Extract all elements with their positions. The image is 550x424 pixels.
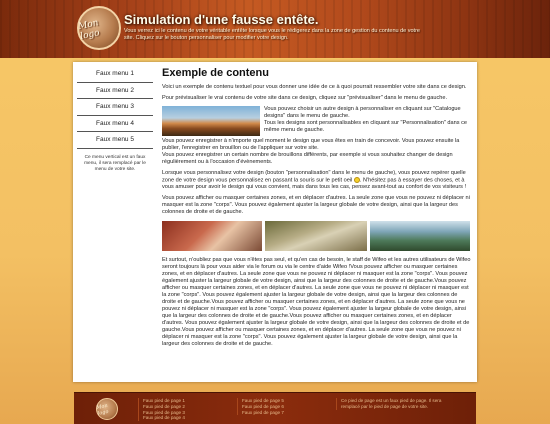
- footer-logo-text: Mon logo: [95, 402, 110, 417]
- paragraph-part: Lorsque vous personnalisez votre design (bouton "personnalisation" dans le menu de gauche), vous pouvez repérer quelle zone de votre design vous personnalisez en passant la souris sur le petit oeil: [162, 170, 466, 184]
- footer-column-2: [237, 398, 331, 415]
- desert-image: [162, 106, 260, 136]
- footer-link[interactable]: Faux pied de page 2: [143, 403, 185, 409]
- paragraph: Tous les designs sont personnalisables en cliquant sur "Personnalisation" dans ce même menu de gauche.: [264, 120, 467, 133]
- footer-link[interactable]: Faux pied de page 4: [143, 415, 185, 421]
- paragraph: Voici un exemple de contenu textuel pour vous donner une idée de ce à quoi pourrait ressembler votre site dans ce design.: [162, 84, 467, 90]
- paragraph: Vous pouvez choisir un autre design à personnaliser en cliquant sur "Catalogue designs" dans le menu de gauche.: [264, 106, 461, 119]
- footer-link[interactable]: Faux pied de page 5: [242, 398, 284, 403]
- desert-image-block: [162, 106, 472, 138]
- footer-column-3: [336, 398, 456, 410]
- logo-text: Mon logo: [77, 18, 101, 42]
- site-subtitle: Vous verrez ici le contenu de votre véritable entête lorsque vous le rédigerez dans la zone de gestion du contenu de votre site. Cliquez sur le bouton personnaliser pour modifier votre design.: [124, 28, 420, 41]
- site-logo[interactable]: [77, 6, 121, 50]
- footer-link[interactable]: Faux pied de page 1: [143, 398, 185, 403]
- page-card: [73, 62, 477, 382]
- sidebar-item-faux-menu-3[interactable]: Faux menu 3: [77, 99, 153, 116]
- sidebar-note: Ce menu vertical est un faux menu, il sera remplacé par le menu de votre site.: [84, 154, 146, 172]
- image-row: [162, 221, 472, 251]
- photo-3: [370, 221, 470, 251]
- paragraph: Pour prévisualiser le vrai contenu de votre site dans ce design, cliquez sur "prévisualiser" dans le menu de gauche.: [162, 95, 448, 101]
- sidebar-item-faux-menu-2[interactable]: Faux menu 2: [77, 83, 153, 100]
- footer-column-1: [138, 398, 232, 421]
- site-footer: [74, 392, 476, 424]
- main-content: [162, 66, 472, 352]
- paragraph-part: . N'hésitez pas à essayer des choses, et à vous amuser pour avoir le design qui vous convient, mais dans tous les cas, pensez avant-tout au confort de vos visiteurs !: [162, 177, 467, 191]
- sidebar-item-faux-menu-5[interactable]: Faux menu 5: [77, 132, 153, 149]
- paragraph: Vous pouvez afficher ou masquer certaines zones, et en déplacer d'autres. La seule zone que vous ne pouvez ni déplacer ni masquer est la zone "corps". Vous pouvez également ajuster la largeur globale de votre design, ainsi que la largeur des colonnes de droite et de gauche.: [162, 195, 470, 216]
- paragraph: [162, 170, 472, 191]
- sidebar-menu: [77, 66, 153, 173]
- footer-link[interactable]: Faux pied de page 3: [143, 409, 185, 415]
- footer-note: Ce pied de page est un faux pied de page. Il sera remplacé par le pied de page de votre site.: [341, 398, 442, 409]
- paragraph: Et surtout, n'oubliez pas que vous n'êtes pas seul, et qu'en cas de besoin, le staff de Wifeo et les autres utilisateurs de Wifeo seront toujours là pour vous aider via le forum ou via le centre d'aide Wifeo !Vous pouvez afficher ou masquer certaines zones, et en déplacer d'autres. La seule zone que vous ne pouvez ni déplacer ni masquer est la zone "corps". Vous pouvez également ajuster la largeur globale de votre design, ainsi que la largeur des colonnes de droite et de gauche.Vous pouvez afficher ou masquer certaines zones, et en déplacer d'autres. La seule zone que vous ne pouvez ni déplacer ni masquer est la zone "corps". Vous pouvez également ajuster la largeur globale de votre design, ainsi que la largeur des colonnes de droite et de gauche.Vous pouvez afficher ou masquer certaines zones, et en déplacer d'autres. La seule zone que vous ne pouvez ni déplacer ni masquer est la zone "corps". Vous pouvez également ajuster la largeur globale de votre design, ainsi que la largeur des colonnes de droite et de gauche.Vous pouvez afficher ou masquer certaines zones, et en déplacer d'autres. Vous pouvez également ajuster la largeur globale de votre design, ainsi que la largeur des colonnes de droite et de gauche.Vous pouvez afficher ou masquer certaines zones, et en déplacer d'autres. La seule zone que vous ne pouvez ni déplacer ni masquer est la zone "corps". Vous pouvez également ajuster la largeur globale de votre design, ainsi que la largeur des colonnes de droite et de gauche.: [162, 257, 471, 348]
- photo-1: [162, 221, 262, 251]
- photo-2: [265, 221, 367, 251]
- footer-logo[interactable]: [96, 398, 118, 420]
- paragraph: Vous pouvez enregistrer un certain nombre de brouillons différents, par exemple si vous souhaitez changer de design régulièrement ou à l'occasion d'évènements.: [162, 152, 453, 165]
- paragraph: Vous pouvez enregistrer à n'importe quel moment le design que vous êtes en train de concevoir. Vous pouvez ensuite la publier, l'enregistrer en brouillon ou de l'appliquer sur votre site.: [162, 138, 460, 151]
- page-title: Exemple de contenu: [162, 67, 269, 79]
- footer-link[interactable]: Faux pied de page 7: [242, 409, 284, 415]
- site-header: [0, 0, 550, 58]
- sidebar-item-faux-menu-1[interactable]: Faux menu 1: [77, 66, 153, 83]
- footer-link[interactable]: Faux pied de page 6: [242, 403, 284, 409]
- site-title: Simulation d'une fausse entête.: [124, 12, 319, 27]
- sidebar-item-faux-menu-4[interactable]: Faux menu 4: [77, 116, 153, 133]
